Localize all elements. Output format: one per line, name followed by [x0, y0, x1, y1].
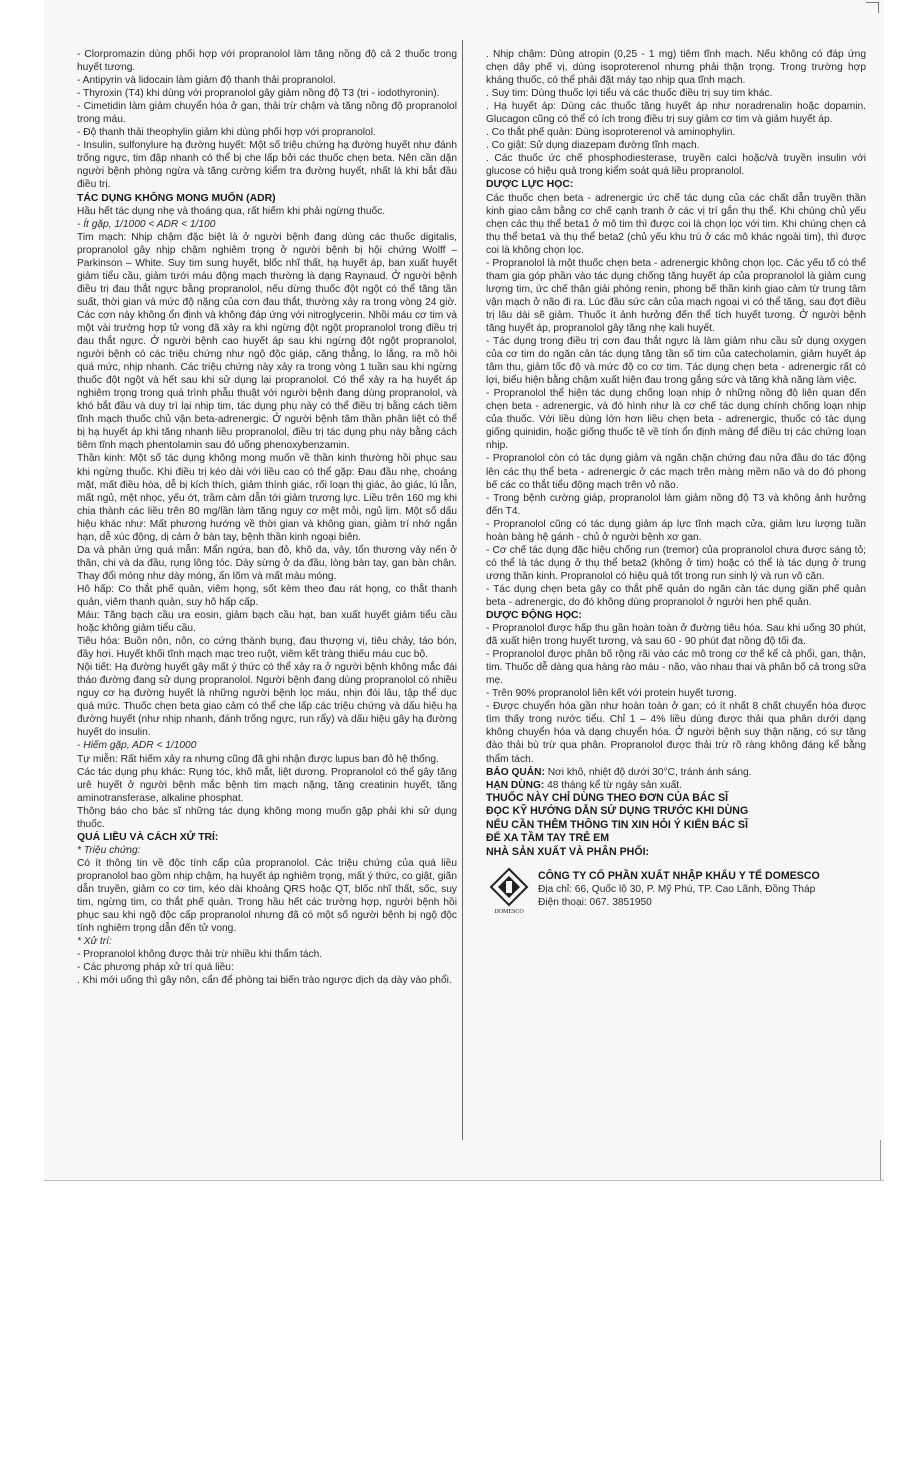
company-info [538, 869, 858, 909]
paragraph: - Được chuyển hóa gần như hoàn toàn ở gan; có ít nhất 8 chất chuyển hóa được tìm thấy trong nước tiểu. Chỉ 1 – 4% liều dùng được thải qua phân dưới dạng không chuyển hóa và dạng chuyển hóa. Ở người bệnh suy thận nặng, có sự tăng đào thải bù trừ qua phân. Propranolol được thải trừ rõ ràng không đáng kể bằng thẩm tách. [486, 701, 866, 765]
paragraph: - Propranolol cũng có tác dụng giảm áp lực tĩnh mạch cửa, giảm lưu lượng tuần hoàn bàng hệ gánh - chủ ở người bệnh xơ gan. [486, 518, 866, 543]
paragraph: - Hiếm gặp, ADR < 1/1000 [77, 740, 197, 752]
label: HẠN DÙNG: [486, 779, 545, 791]
paragraph: - Propranolol là một thuốc chẹn beta - adrenergic không chọn lọc. Các yếu tố có thể tham gia góp phần vào tác dụng chống tăng huyết áp của propranolol là giảm cung lượng tim, ức chế thận giải phóng renin, phong bế thần kinh giao cảm từ trung tâm vận mạch ở não đi ra. Lúc đầu sức cản của mạch ngoại vi có thể tăng, sau đợt điều trị lâu dài sẽ giảm. Thuốc ít ảnh hưởng đến thể tích huyết tương. Ở người bệnh tăng huyết áp, propranolol gây tăng nhẹ kali huyết. [486, 257, 866, 334]
paragraph: - Propranolol thể hiện tác dụng chống loạn nhịp ở những nồng độ liên quan đến chẹn beta - adrenergic, và đó hình như là cơ chế tác dụng chính chống loạn nhịp của thuốc. Với liều dùng lớn hơn liều chẹn beta - adrenergic, thuốc có tác dụng giống quinidin, hoặc giống thuốc tê về tính ổn định màng để điều trị các chứng loạn nhịp. [486, 388, 866, 452]
paragraph: - Propranolol được phân bố rộng rãi vào các mô trong cơ thể kể cả phổi, gan, thận, tim. Thuốc dễ dàng qua hàng rào máu - não, vào nhau thai và phân bố cả trong sữa mẹ. [486, 649, 866, 687]
paragraph: Các tác dụng phụ khác: Rụng tóc, khô mắt, liệt dương. Propranolol có thể gây tăng urê huyết ở người bệnh mắc bệnh tim mạch nặng, tăng creatinin huyết, tăng aminotransferase, alkaline phosphat. [77, 766, 457, 804]
paragraph: - Cimetidin làm giảm chuyển hóa ở gan, thải trừ chậm và tăng nồng độ propranolol trong máu. [77, 101, 457, 126]
paragraph: . Hạ huyết áp: Dùng các thuốc tăng huyết áp như noradrenalin hoặc dopamin. Glucagon cũng có thể có ích trong điều trị suy giảm cơ tim và giảm huyết áp. [486, 101, 866, 126]
paragraph: - Propranolol còn có tác dụng giảm và ngăn chặn chứng đau nửa đầu do tác động lên các thụ thể beta - adrenergic ở các mạch trên màng mềm não và do đó phong bế các co thắt tiểu động mạch trên vỏ não. [486, 453, 866, 491]
section-heading: QUÁ LIỀU VÀ CÁCH XỬ TRÍ: [77, 831, 219, 843]
right-column [486, 48, 866, 917]
paragraph: - Propranolol không được thải trừ nhiều khi thẩm tách. [77, 949, 323, 961]
value: Nơi khô, nhiệt độ dưới 30°C, tránh ánh sáng. [544, 766, 752, 778]
company-address: Địa chỉ: 66, Quốc lộ 30, P. Mỹ Phú, TP. Cao Lãnh, Đồng Tháp [538, 884, 816, 896]
crop-mark [866, 2, 879, 13]
paragraph: - Trên 90% propranolol liên kết với protein huyết tương. [486, 688, 737, 700]
paragraph: Tự miễn: Rất hiếm xảy ra nhưng cũng đã ghi nhận được lupus ban đỏ hệ thống. [77, 753, 439, 765]
manufacturer-block [486, 865, 866, 917]
paragraph: - Insulin, sulfonylure hạ đường huyết: Một số triệu chứng hạ đường huyết như đánh trống ngực, tim đập nhanh có thể bị che lấp bởi các thuốc chẹn beta. Nên cần dặn người bệnh phòng ngừa và tăng cường kiểm tra đường huyết, nhất là khi bắt đầu điều trị. [77, 140, 457, 191]
company-name: CÔNG TY CỔ PHẦN XUẤT NHẬP KHẨU Y TẾ DOMESCO [538, 870, 820, 883]
paragraph: * Xử trí: [77, 936, 112, 948]
paragraph: - Tác dụng trong điều trị cơn đau thắt ngực là làm giảm nhu cầu sử dụng oxygen của cơ tim do ngăn cản tác dụng tăng tần số tim của catecholamin, giảm huyết áp tâm thu, giảm tốc độ và mức độ co cơ tim. Tác dụng chẹn beta - adrenergic rất có lợi, biểu hiện bằng chậm xuất hiện đau trong gắng sức và tăng khả năng làm việc. [486, 336, 866, 387]
paragraph: . Suy tim: Dùng thuốc lợi tiểu và các thuốc điều trị suy tim khác. [486, 88, 773, 100]
notice-line: NẾU CẦN THÊM THÔNG TIN XIN HỎI Ý KIẾN BÁC SĨ [486, 818, 748, 831]
paragraph: Hô hấp: Co thắt phế quản, viêm họng, sốt kèm theo đau rát họng, co thắt thanh quản, viêm thanh quản, suy hô hấp cấp. [77, 583, 457, 608]
notice-line: NHÀ SẢN XUẤT VÀ PHÂN PHỐI: [486, 845, 650, 858]
logo-text: DOMESCO [494, 909, 524, 916]
paragraph: - Propranolol được hấp thu gần hoàn toàn ở đường tiêu hóa. Sau khi uống 30 phút, đã xuất hiện trong huyết tương, và sau 60 - 90 phút đạt nồng độ tối đa. [486, 623, 866, 648]
left-column [77, 48, 457, 987]
paragraph: Da và phản ứng quá mẫn: Mẩn ngứa, ban đỏ, khô da, vảy, tổn thương vảy nến ở thân, chi và da đầu, rụng lông tóc. Dày sừng ở da đầu, lòng bàn tay, gan bàn chân. Thay đổi móng như dày móng, ấn lõm và mất màu móng. [77, 544, 457, 582]
paragraph: . Khi mới uống thì gây nôn, cẩn để phòng tai biến trào ngược dịch dạ dày vào phổi. [77, 975, 452, 987]
paragraph: * Triệu chứng: [77, 844, 141, 856]
paragraph: - Độ thanh thải theophylin giảm khi dùng phối hợp với propranolol. [77, 127, 376, 139]
edge-mark [880, 1140, 881, 1180]
paragraph: - Thyroxin (T4) khi dùng với propranolol gây giảm nồng độ T3 (tri - iodothyronin). [77, 88, 440, 100]
paragraph: . Các thuốc ức chế phosphodiesterase, truyền calci hoặc/và truyền insulin với glucose có hiệu quả trong kiểm soát quá liều propranolol. [486, 153, 866, 178]
paragraph: Tiêu hóa: Buồn nôn, nôn, co cứng thành bụng, đau thượng vị, tiêu chảy, táo bón, đầy hơi. Huyết khối tĩnh mạch mạc treo ruột, viêm kết tràng thiếu máu cục bộ. [77, 636, 457, 661]
paragraph: Nội tiết: Hạ đường huyết gây mất ý thức có thể xảy ra ở người bệnh không mắc đái tháo đường đang sử dụng propranolol. Người bệnh đang dùng propranolol có nhiều nguy cơ hạ đường huyết là những người bệnh lọc máu, nhịn đói lâu, tập thể dục quá mức. Thuốc chẹn beta giao cảm có thể che lấp các triệu chứng và dấu hiệu hạ đường huyết (như nhịp nhanh, đánh trống ngực, run rẩy) và dấu hiệu gây hạ đường huyết do insulin. [77, 662, 457, 739]
column-divider [462, 40, 463, 1140]
section-heading: TÁC DỤNG KHÔNG MONG MUỐN (ADR) [77, 192, 276, 204]
paragraph: Hầu hết tác dụng nhẹ và thoáng qua, rất hiếm khi phải ngừng thuốc. [77, 205, 386, 217]
section-heading: DƯỢC ĐỘNG HỌC: [486, 610, 582, 622]
paragraph: - Ít gặp, 1/1000 < ADR < 1/100 [77, 218, 216, 230]
company-phone: Điện thoại: 067. 3851950 [538, 897, 652, 909]
paragraph: - Tác dụng chẹn beta gây co thắt phế quản do ngăn cản tác dụng giãn phế quản beta - adrenergic, do đó không dùng propranolol ở người hen phế quản. [486, 583, 866, 608]
paragraph: . Co thắt phế quản: Dùng isoproterenol và aminophylin. [486, 127, 736, 139]
paragraph: - Clorpromazin dùng phối hợp với propranolol làm tăng nồng độ cả 2 thuốc trong huyết tương. [77, 49, 457, 74]
paragraph: Có ít thông tin về độc tính cấp của propranolol. Các triệu chứng của quá liều propranolol bao gồm nhịp chậm, hạ huyết áp nghiêm trọng, mất ý thức, co giật, giãn dẫn truyền, giảm co cơ tim, kéo dài khoảng QRS hoặc QT, blốc nhĩ thất, sốc, suy tim, ngừng tim, co thắt phế quản. Trong hầu hết các trường hợp, người bệnh hồi phục sau khi ngộ độc cấp propranolol nhưng đã có một số người bệnh bị ngộ độc tính nghiêm trọng dẫn đến tử vong. [77, 857, 457, 935]
notice-line: THUỐC NÀY CHỈ DÙNG THEO ĐƠN CỦA BÁC SĨ [486, 791, 729, 804]
storage-line [486, 766, 866, 779]
notice-line: ĐỌC KỸ HƯỚNG DẪN SỬ DỤNG TRƯỚC KHI DÙNG [486, 805, 749, 818]
paragraph: Máu: Tăng bạch cầu ưa eosin, giảm bạch cầu hạt, ban xuất huyết giảm tiểu cầu hoặc không giảm tiểu cầu. [77, 610, 457, 635]
paragraph: Thông báo cho bác sĩ những tác dụng không mong muốn gặp phải khi sử dụng thuốc. [77, 805, 457, 830]
paragraph: . Co giật: Sử dụng diazepam đường tĩnh mạch. [486, 140, 700, 152]
notice-line: ĐỂ XA TẦM TAY TRẺ EM [486, 832, 610, 845]
right-column-body [486, 48, 866, 859]
paragraph: Tim mạch: Nhịp chậm đặc biệt là ở người bệnh đang dùng các thuốc digitalis, propranolol gây nhịp chậm nghiêm trọng ở người bệnh bị hội chứng Wolff – Parkinson – White. Suy tim sung huyết, blốc nhĩ thất, hạ huyết áp, ban xuất huyết giảm tiểu cầu, giảm tưới máu động mạch thường là dạng Raynaud. Ở người bệnh điều trị đau thắt ngực bằng propranolol, nếu dừng thuốc đột ngột có thể tăng tần suất, thời gian và mức độ nặng của cơn đau thắt, thường xảy ra trong vòng 24 giờ. Các cơn này không ổn định và không đáp ứng với nitroglycerin. Nhồi máu cơ tim và một vài trường hợp tử vong đã xảy ra khi ngừng đột ngột propranolol trong điều trị đau thắt ngực. Ở người bệnh cao huyết áp sau khi ngừng đột ngột propranolol, người bệnh có các triệu chứng như ngộ độc giáp, căng thẳng, lo lắng, ra mồ hôi quá mức, nhịp nhanh. Các triệu chứng này xảy ra trong vòng 1 tuần sau khi ngừng thuốc đột ngột và hết sau khi sử dụng lại propranolol. Có thể xảy ra hạ huyết áp nghiêm trọng trong quá trình phẫu thuật với người bệnh đang dùng propranolol, và khó bắt đầu và duy trì lại nhịp tim, tác dụng phụ này có thể điều trị bằng cách tiêm tĩnh mạch thuốc chủ vận beta-adrenergic. Ở người bệnh tâm thần phân liệt có thể bị hạ huyết áp khi tăng nhanh liều propranolol, điều trị tác dụng phụ này bằng cách tiêm tĩnh mạch phentolamin sau đó uống phenoxybenzamin. [77, 231, 457, 452]
section-heading: DƯỢC LỰC HỌC: [486, 179, 574, 191]
domesco-logo [488, 867, 530, 915]
label: BẢO QUẢN: [486, 766, 545, 778]
paragraph: - Các phương pháp xử trí quá liều: [77, 962, 234, 974]
paragraph: . Nhịp chậm: Dùng atropin (0,25 - 1 mg) tiêm tĩnh mạch. Nếu không có đáp ứng chẹn dây phế vị, dùng isoproterenol nhưng phải thận trọng. Trong trường hợp kháng thuốc, có thể phải đặt máy tạo nhịp qua tĩnh mạch. [486, 49, 866, 87]
paragraph: - Cơ chế tác dụng đặc hiệu chống run (tremor) của propranolol chưa được sáng tỏ; có thể là tác dụng ở thụ thể beta2 (không ở tim) hoặc có thể là tác dụng ở trung ương thần kinh. Propranolol có hiệu quả tốt trong run sinh lý và run vô căn. [486, 544, 866, 582]
paragraph: - Antipyrin và lidocain làm giảm độ thanh thải propranolol. [77, 75, 336, 87]
value: 48 tháng kể từ ngày sản xuất. [544, 779, 682, 791]
paragraph: Các thuốc chẹn beta - adrenergic ức chế tác dụng của các chất dẫn truyền thần kinh giao cảm bằng cơ chế cạnh tranh ở các vị trí gắn thụ thể. Khi chúng chủ yếu chẹn các thụ thể beta1 ở mô tim thì được coi là chọn lọc với tim. Khi chúng chẹn cả thụ thể beta1 và thụ thể beta2 (chủ yếu khu trú ở các mô khác ngoài tim), thì được coi là không chọn lọc. [486, 192, 866, 256]
paragraph: Thần kinh: Một số tác dụng không mong muốn về thần kinh thường hồi phục sau khi ngừng thuốc. Khi điều trị kéo dài với liều cao có thể gặp: Đau đầu nhẹ, choáng mặt, mất điều hòa, dễ bị kích thích, giảm thính giác, rối loạn thị giác, ảo giác, lú lẫn, mất ngủ, mệt nhọc, yếu ớt, trầm cảm dẫn tới giảm trương lực. Liều trên 160 mg khi chia thành các liều trên 80 mg/lần làm tăng nguy cơ mệt mỏi, ngủ lịm. Một số dấu hiệu khác như: Mất phương hướng về thời gian và không gian, giảm trí nhớ ngắn hạn, dễ xúc động, dị cảm ở bàn tay, bệnh thần kinh ngoại biên. [77, 453, 457, 543]
storage-line [486, 779, 866, 792]
paragraph: - Trong bệnh cường giáp, propranolol làm giảm nồng độ T3 và không ảnh hưởng đến T4. [486, 492, 866, 517]
